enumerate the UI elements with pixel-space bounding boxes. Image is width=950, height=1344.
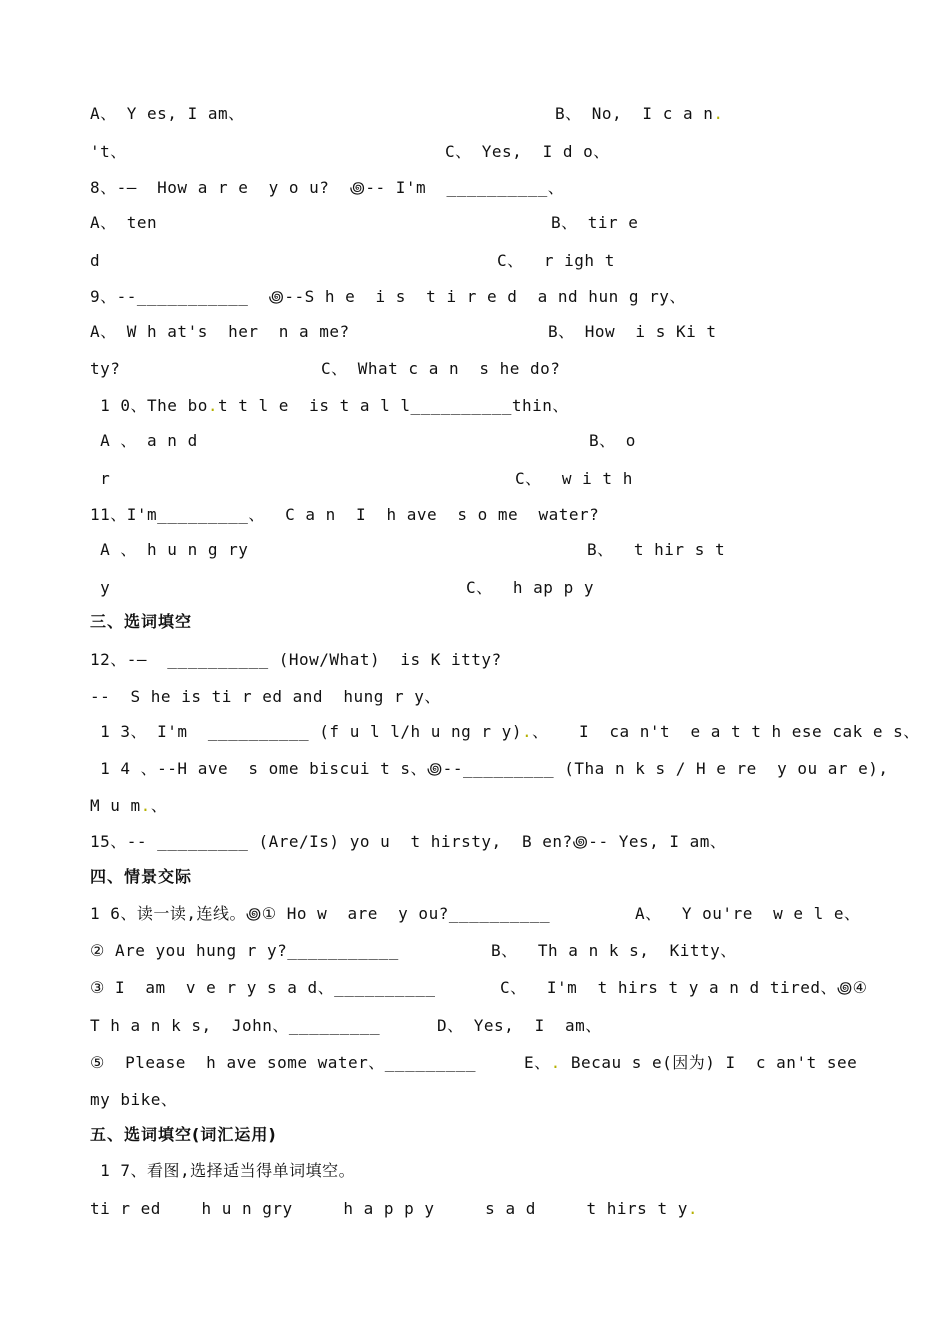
q10-stem-part2: t t l e is t a l l__________thin、	[217, 396, 569, 415]
stray-dot: .	[207, 396, 218, 415]
q16-option-e	[524, 1053, 857, 1073]
q16-item-5: ⑤ Please h ave some water、_________	[90, 1053, 476, 1072]
q9-option-b-tail: ty?	[90, 359, 121, 378]
q14-tail-mark: 、	[150, 796, 168, 815]
stray-dot: .	[687, 1199, 698, 1218]
section-3-heading: 三、选词填空	[90, 612, 193, 631]
stray-dot: .	[140, 796, 151, 815]
q14-tail-text: M u m	[90, 796, 141, 815]
q11-option-c: C、 h ap p y	[466, 578, 594, 597]
q11-option-b-tail: y	[90, 578, 111, 597]
q9-option-b: B、 How i s Ki t	[548, 322, 717, 341]
q13-stem-part2: 、 I ca n't e a t t h ese cak e s、	[532, 722, 920, 741]
q16-item-3: ③ I am v e r y s a d、__________	[90, 978, 436, 997]
section-4-heading: 四、情景交际	[90, 867, 193, 886]
q16-item-2: ② Are you hung r y?___________	[90, 941, 399, 960]
q8-stem: 8、-— How a r e y o u? ꩜-- I'm __________、	[90, 178, 565, 197]
q16-option-d: D、 Yes, I am、	[437, 1016, 602, 1035]
q12-answer-line: -- S he is ti r ed and hung r y、	[90, 687, 441, 706]
q16-option-e-tail: my bike、	[90, 1090, 178, 1109]
q12-stem: 12、-— __________ (How/What) is K itty?	[90, 650, 502, 669]
q8-option-a: A、 ten	[90, 213, 158, 232]
q16-stem: 1 6、读一读,连线。꩜① Ho w are y ou?__________	[90, 904, 551, 923]
q7-option-a: A、 Y es, I am、	[90, 104, 245, 123]
q17-word-bank	[90, 1199, 698, 1219]
stray-dot: .	[713, 104, 724, 123]
q14-tail	[90, 796, 167, 816]
q7-option-b	[555, 104, 724, 124]
q7-option-b-tail: 't、	[90, 142, 127, 161]
q10-option-b: B、 o	[589, 431, 636, 450]
q8-option-b: B、 tir e	[551, 213, 639, 232]
q11-option-a: A 、 h u n g ry	[90, 540, 249, 559]
q7-option-b-text: B、 No, I c a n	[555, 104, 714, 123]
q10-option-a: A 、 a n d	[90, 431, 198, 450]
q10-stem-part1: 1 0、The bo	[90, 396, 208, 415]
q8-option-c: C、 r igh t	[497, 251, 615, 270]
q9-stem: 9、--___________ ꩜--S h e i s t i r e d a nd hun g ry、	[90, 287, 686, 306]
q16-option-a: A、 Y ou're w e l e、	[635, 904, 861, 923]
q9-option-c: C、 What c a n s he do?	[321, 359, 561, 378]
q11-stem: 11、I'm_________、 C a n I h ave s o me water?	[90, 505, 600, 524]
q10-option-c: C、 w i t h	[515, 469, 633, 488]
q14-stem: 1 4 、--H ave s ome biscui t s、꩜--_________ (Tha n k s / H e re y ou ar e),	[90, 759, 889, 778]
q10-option-b-tail: r	[90, 469, 111, 488]
section-5-heading: 五、选词填空(词汇运用)	[90, 1125, 277, 1144]
q17-words: ti r ed h u n gry h a p p y s a d t hirs t y	[90, 1199, 688, 1218]
q16-option-b: B、 Th a n k s, Kitty、	[491, 941, 737, 960]
q8-option-b-tail: d	[90, 251, 101, 270]
q13-stem-part1: 1 3、 I'm __________ (f u l l/h u ng r y)	[90, 722, 522, 741]
q17-stem: 1 7、看图,选择适当得单词填空。	[90, 1161, 356, 1180]
q16-option-c: C、 I'm t hirs t y a n d tired、꩜④	[500, 978, 868, 997]
stray-dot: .	[550, 1053, 561, 1072]
stray-dot: .	[521, 722, 533, 741]
q13-stem	[90, 722, 920, 742]
q16-option-e-label: E、	[524, 1053, 551, 1072]
q10-stem	[90, 396, 569, 416]
q16-option-e-text: Becau s e(因为) I c an't see	[560, 1053, 858, 1072]
q16-item-4: T h a n k s, John、_________	[90, 1016, 381, 1035]
q7-option-c: C、 Yes, I d o、	[445, 142, 610, 161]
q9-option-a: A、 W h at's her n a me?	[90, 322, 350, 341]
q15-stem: 15、-- _________ (Are/Is) yo u t hirsty, B en?꩜-- Yes, I am、	[90, 832, 727, 851]
q11-option-b: B、 t hir s t	[587, 540, 726, 559]
